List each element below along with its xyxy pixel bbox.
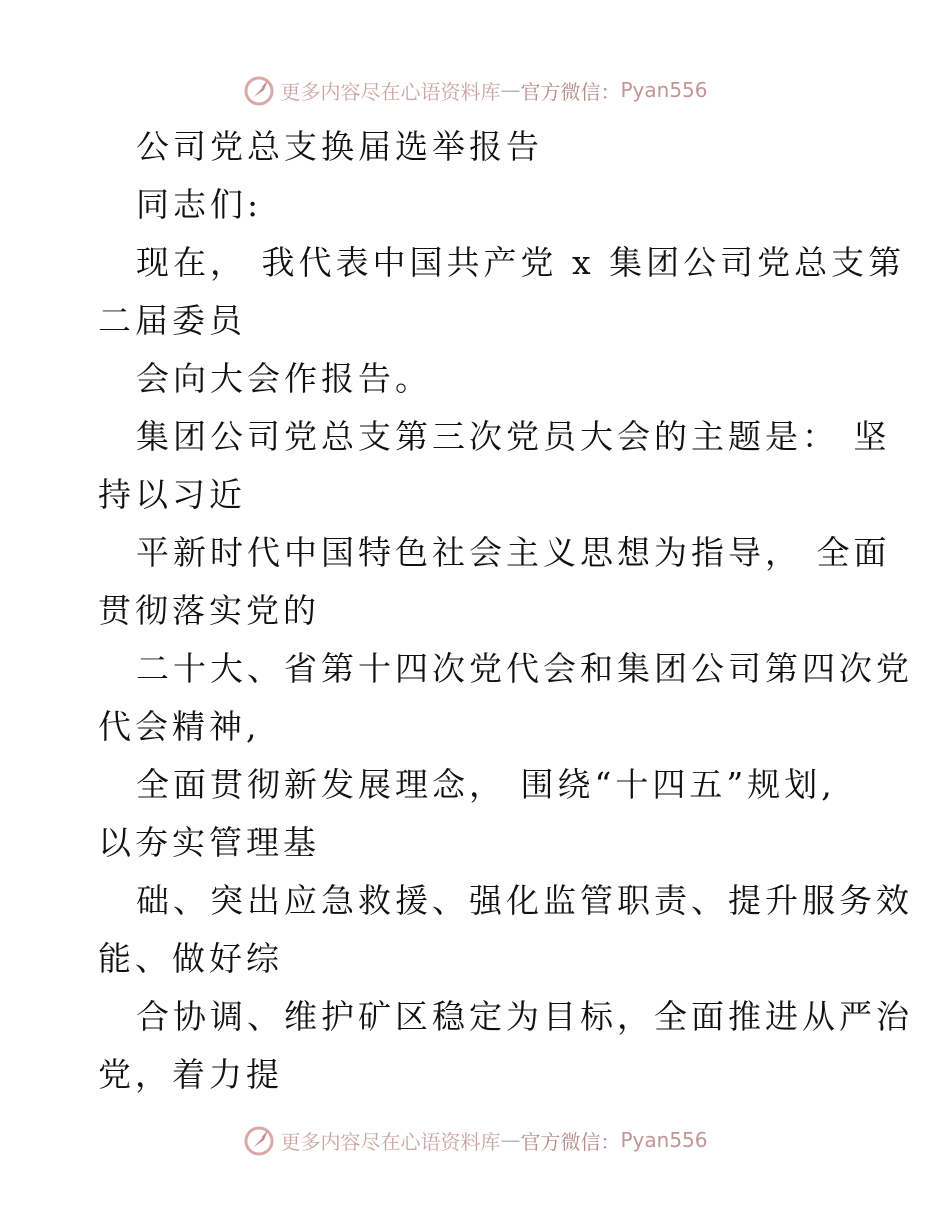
- footer-watermark: [0, 1118, 950, 1162]
- paragraph-line: 二届委员: [98, 301, 246, 340]
- paragraph-line: 持以习近: [98, 475, 246, 514]
- paragraph-line: 贯彻落实党的: [98, 591, 320, 630]
- paragraph-line: 础、突出应急救援、强化监管职责、提升服务效: [136, 881, 913, 920]
- watermark-account-label: 官方微信：: [520, 1129, 621, 1154]
- watermark-account-label: 官方微信：: [520, 79, 621, 104]
- paragraph-line: 集团公司党总支第三次党员大会的主题是： 坚: [136, 417, 891, 456]
- feather-pen-logo-icon: [242, 73, 276, 107]
- paragraph-line: 能、做好综: [98, 939, 283, 978]
- watermark-account-id: Pyan556: [620, 78, 708, 102]
- watermark-separator: —: [500, 1128, 521, 1152]
- paragraph-line: 平新时代中国特色社会主义思想为指导， 全面: [136, 533, 891, 572]
- paragraph-line: 代会精神,: [98, 707, 261, 746]
- watermark-separator: —: [500, 78, 521, 102]
- paragraph-line: 二十大、省第十四次党代会和集团公司第四次党: [136, 649, 913, 688]
- salutation: 同志们:: [136, 185, 263, 224]
- document-title: 公司党总支换届选举报告: [136, 127, 543, 166]
- paragraph-line: 现在， 我代表中国共产党 x 集团公司党总支第: [136, 243, 906, 282]
- paragraph-line: 全面贯彻新发展理念， 围绕“十四五”规划,: [136, 765, 836, 804]
- header-watermark: [0, 68, 950, 112]
- feather-pen-logo-icon: [242, 1123, 276, 1157]
- watermark-account-id: Pyan556: [620, 1128, 708, 1152]
- document-body: [98, 118, 913, 1104]
- paragraph-line: 以夯实管理基: [98, 823, 320, 862]
- watermark-site-name: 更多内容尽在心语资料库: [280, 1129, 501, 1154]
- paragraph-line: 党，着力提: [98, 1055, 283, 1094]
- paragraph-line: 会向大会作报告。: [136, 359, 432, 398]
- paragraph-line: 合协调、维护矿区稳定为目标，全面推进从严治: [136, 997, 913, 1036]
- watermark-site-name: 更多内容尽在心语资料库: [280, 79, 501, 104]
